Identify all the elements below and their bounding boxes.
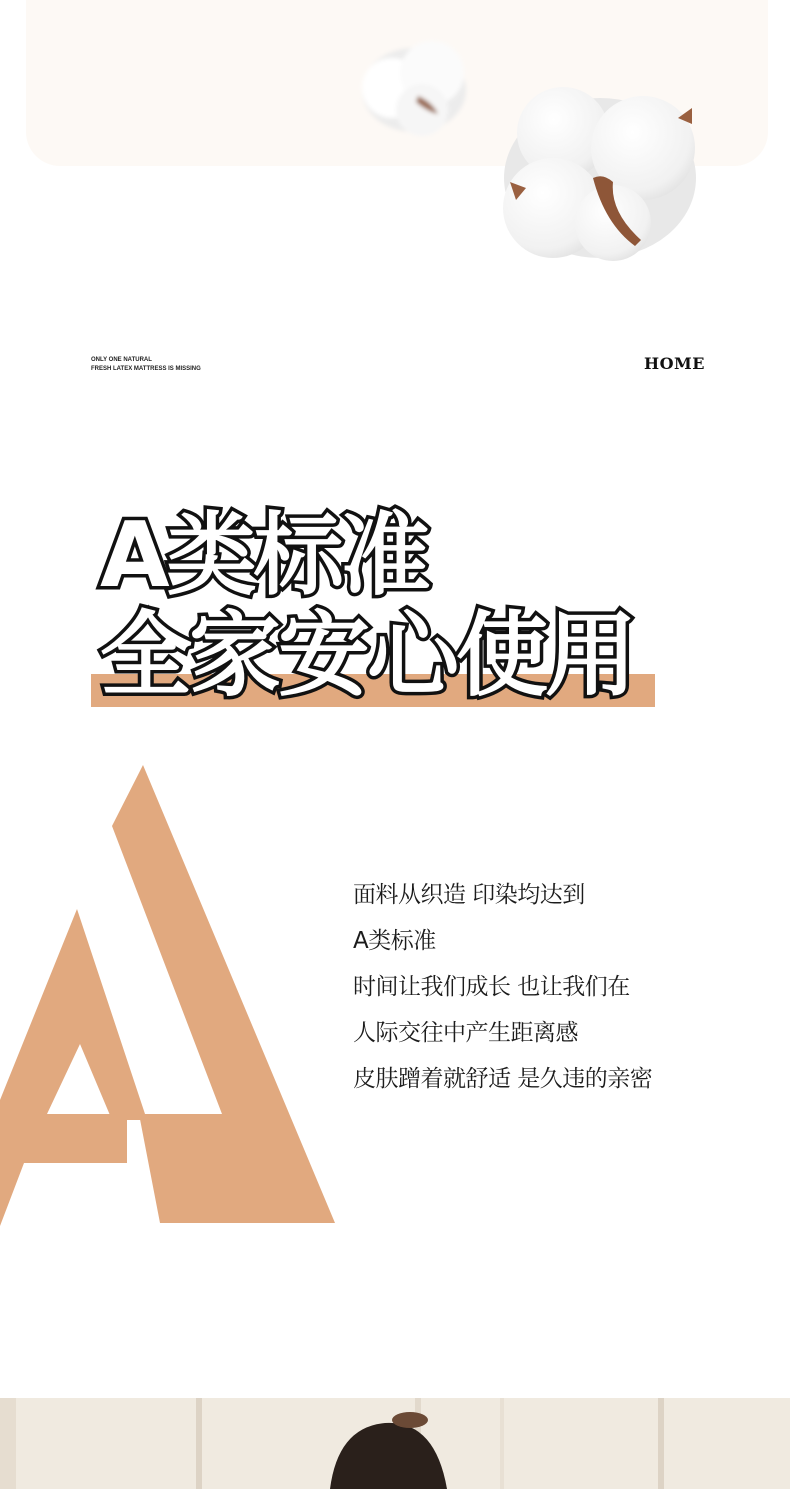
tagline (91, 356, 201, 374)
description-line-1: 面料从织造 印染均达到 (353, 882, 585, 908)
cotton-boll-small-image (352, 28, 477, 143)
description-line-2: A类标准 (353, 928, 436, 954)
tagline-line-2: FRESH LATEX MATTRESS IS MISSING (91, 366, 201, 372)
cotton-boll-large-image (488, 78, 718, 268)
headline-line-1: A类标准 (100, 503, 428, 608)
large-letter-a-graphic (0, 760, 340, 1230)
bottom-room-photo (0, 1398, 790, 1489)
brand-logo: HOME (644, 354, 705, 373)
description-text (353, 872, 652, 1102)
tagline-line-1: ONLY ONE NATURAL (91, 357, 152, 363)
headline-line-2: 全家安心使用 (100, 602, 635, 709)
description-line-4: 人际交往中产生距离感 (353, 1020, 578, 1046)
description-line-3: 时间让我们成长 也让我们在 (353, 974, 630, 1000)
description-line-5: 皮肤蹭着就舒适 是久违的亲密 (353, 1066, 653, 1092)
